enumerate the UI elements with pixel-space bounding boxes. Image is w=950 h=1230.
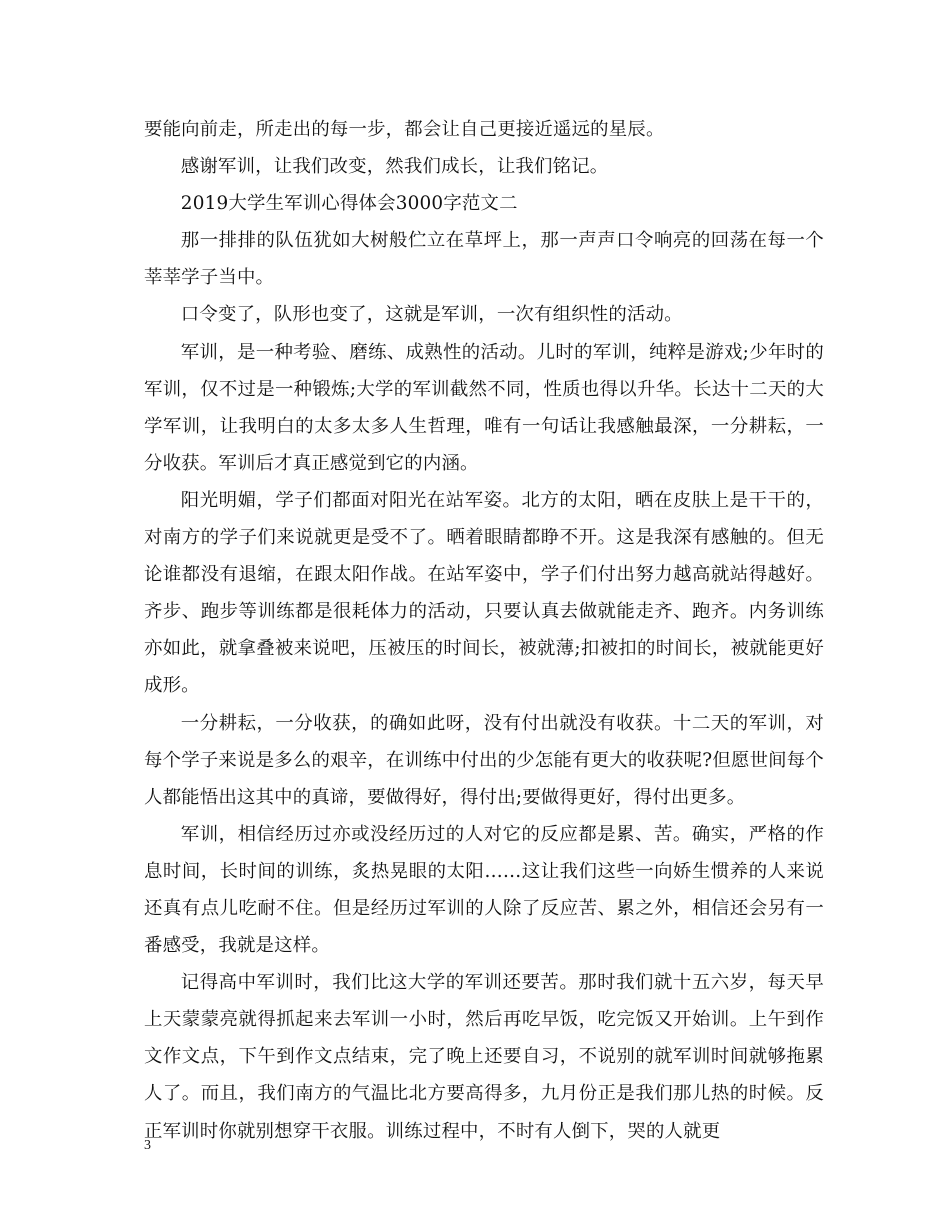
paragraph: 阳光明媚，学子们都面对阳光在站军姿。北方的太阳，晒在皮肤上是干干的，对南方的学子们来说就更是受不了。晒着眼睛都睁不开。这是我深有感触的。但无论谁都没有退缩，在跟太阳作战。在站军姿中，学子们付出努力越高就站得越好。齐步、跑步等训练都是很耗体力的活动，只要认真去做就能走齐、跑齐。内务训练亦如此，就拿叠被来说吧，压被压的时间长，被就薄;扣被扣的时间长，被就能更好成形。 <box>144 489 824 697</box>
paragraph: 军训，是一种考验、磨练、成熟性的活动。儿时的军训，纯粹是游戏;少年时的军训，仅不过是一种锻炼;大学的军训截然不同，性质也得以升华。长达十二天的大学军训，让我明白的太多太多人生哲理，唯有一句话让我感触最深，一分耕耘，一分收获。军训后才真正感觉到它的内涵。 <box>144 341 824 474</box>
paragraph: 军训，相信经历过亦或没经历过的人对它的反应都是累、苦。确实，严格的作息时间，长时间的训练，炙热晃眼的太阳……这让我们这些一向娇生惯养的人来说还真有点儿吃耐不住。但是经历过军训的人除了反应苦、累之外，相信还会另有一番感受，我就是这样。 <box>144 823 824 957</box>
paragraph: 口令变了，队形也变了，这就是军训，一次有组织性的活动。 <box>180 304 683 326</box>
paragraph: 那一排排的队伍犹如大树般伫立在草坪上，那一声声口令响亮的回荡在每一个莘莘学子当中。 <box>144 230 824 289</box>
paragraph: 记得高中军训时，我们比这大学的军训还要苦。那时我们就十五六岁，每天早上天蒙蒙亮就得抓起来去军训一小时，然后再吃早饭，吃完饭又开始训。上午到作文作文点，下午到作文点结束，完了晚上还要自习，不说别的就军训时间就够拖累人了。而且，我们南方的气温比北方要高得多，九月份正是我们那儿热的时候。反正军训时你就别想穿干衣服。训练过程中，不时有人倒下，哭的人就更 <box>144 972 824 1142</box>
page-number: 3 <box>144 1138 151 1153</box>
paragraph: 一分耕耘，一分收获，的确如此呀，没有付出就没有收获。十二天的军训，对每个学子来说是多么的艰辛，在训练中付出的少怎能有更大的收获呢?但愿世间每个人都能悟出这其中的真谛，要做得好，得付出;要做得更好，得付出更多。 <box>144 712 824 808</box>
body-text <box>144 111 824 1150</box>
paragraph: 感谢军训，让我们改变，然我们成长，让我们铭记。 <box>180 156 609 178</box>
section-heading: 2019大学生军训心得体会3000字范文二 <box>180 193 518 215</box>
paragraph-continued: 要能向前走，所走出的每一步，都会让自己更接近遥远的星辰。 <box>144 119 665 140</box>
